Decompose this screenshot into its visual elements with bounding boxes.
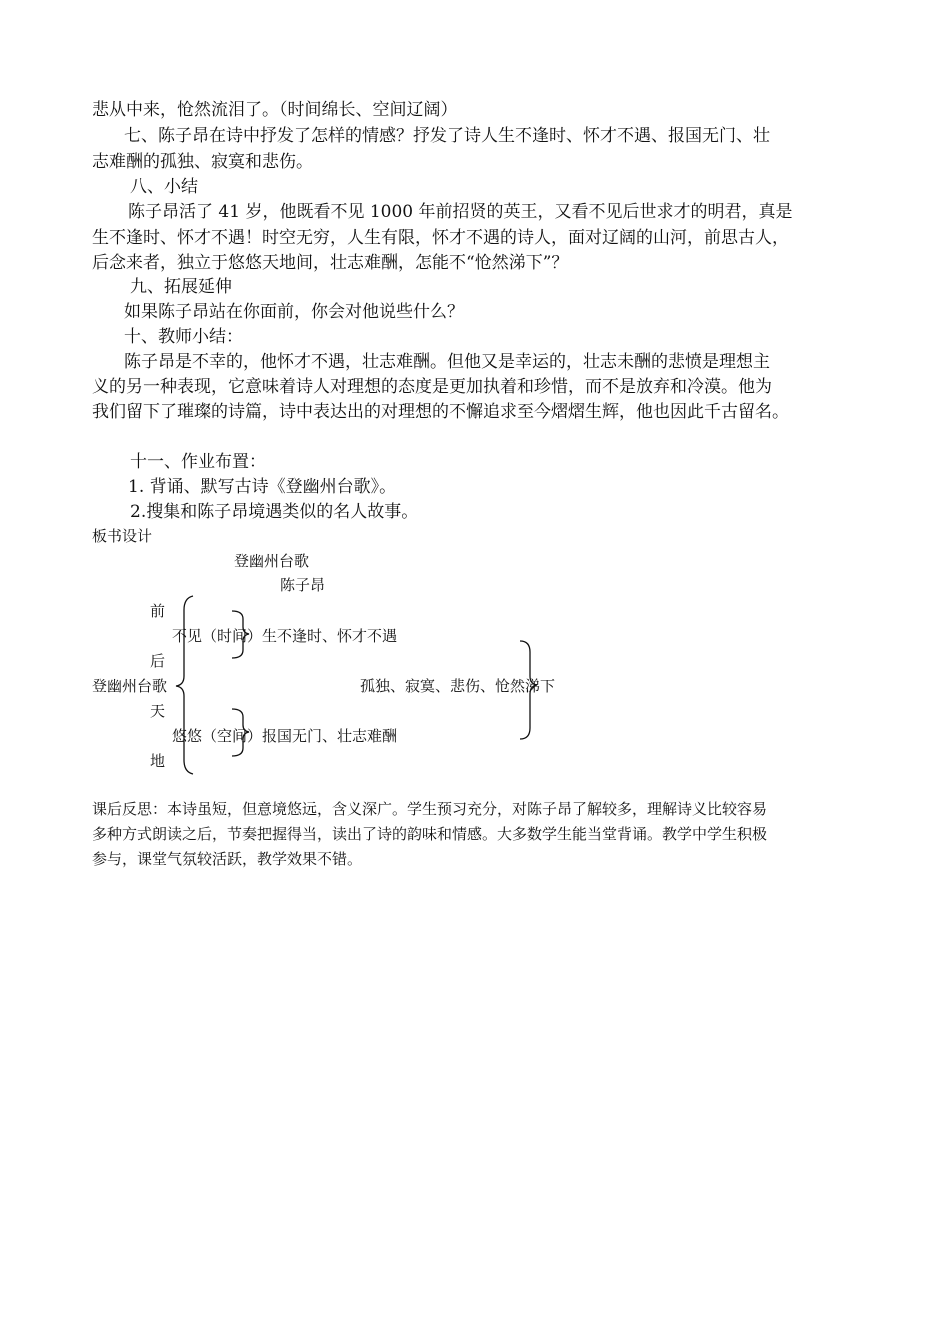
section-heading-extension: 九、拓展延伸 [130, 277, 232, 297]
board-branch-space: 悠悠（空间）报国无门、壮志难酬 [172, 727, 398, 745]
text-line-12: 义的另一种表现，它意味着诗人对理想的态度是更加执着和珍惜，而不是放弃和冷漠。他为 [92, 377, 772, 397]
board-branch-time: 不见（时间）生不逢时、怀才不遇 [172, 627, 398, 645]
board-result: 孤独、寂寞、悲伤、怆然涕下 [360, 677, 556, 695]
text-line-5: 陈子昂活了 41 岁，他既看不见 1000 年前招贤的英王，又看不见后世求才的明君，真是 [128, 202, 793, 222]
text-line-13: 我们留下了璀璨的诗篇，诗中表达出的对理想的不懈追求至今熠熠生辉，他也因此千古留名。 [92, 402, 789, 422]
text-line-6: 生不逢时、怀才不遇！时空无穷，人生有限，怀才不遇的诗人，面对辽阔的山河，前思古人， [92, 228, 789, 248]
reflection-line-3: 参与，课堂气氛较活跃，教学效果不错。 [92, 850, 363, 868]
board-char-front: 前 [150, 602, 166, 620]
board-title: 登幽州台歌 [234, 552, 310, 570]
text-line-9: 如果陈子昂站在你面前，你会对他说些什么？ [124, 302, 464, 322]
board-char-sky: 天 [150, 702, 166, 720]
homework-item-2: 2.搜集和陈子昂境遇类似的名人故事。 [130, 502, 419, 522]
text-line-2: 七、陈子昂在诗中抒发了怎样的情感？抒发了诗人生不逢时、怀才不遇、报国无门、壮 [124, 126, 770, 146]
section-heading-summary: 八、小结 [130, 177, 198, 197]
large-left-brace [176, 596, 193, 774]
text-line-7: 后念来者，独立于悠悠天地间，壮志难酬，怎能不“怆然涕下”？ [92, 253, 569, 273]
section-heading-teacher-summary: 十、教师小结： [124, 327, 243, 347]
section-heading-homework: 十一、作业布置： [130, 452, 266, 472]
board-left-label: 登幽州台歌 [92, 677, 168, 695]
reflection-line-2: 多种方式朗读之后，节奏把握得当，读出了诗的韵味和情感。大多数学生能当堂背诵。教学中学生积极 [92, 825, 768, 843]
reflection-line-1: 课后反思：本诗虽短，但意境悠远，含义深广。学生预习充分，对陈子昂了解较多，理解诗义比较容易 [92, 800, 768, 818]
board-author: 陈子昂 [280, 576, 326, 594]
text-line-1: 悲从中来，怆然流泪了。（时间绵长、空间辽阔） [92, 100, 458, 120]
text-line-11: 陈子昂是不幸的，他怀才不遇，壮志难酬。但他又是幸运的，壮志未酬的悲愤是理想主 [124, 352, 770, 372]
board-heading: 板书设计 [92, 527, 153, 545]
text-line-3: 志难酬的孤独、寂寞和悲伤。 [92, 152, 313, 172]
homework-item-1: 1. 背诵、默写古诗《登幽州台歌》。 [128, 477, 397, 497]
board-char-back: 后 [150, 652, 166, 670]
board-char-earth: 地 [150, 752, 166, 770]
